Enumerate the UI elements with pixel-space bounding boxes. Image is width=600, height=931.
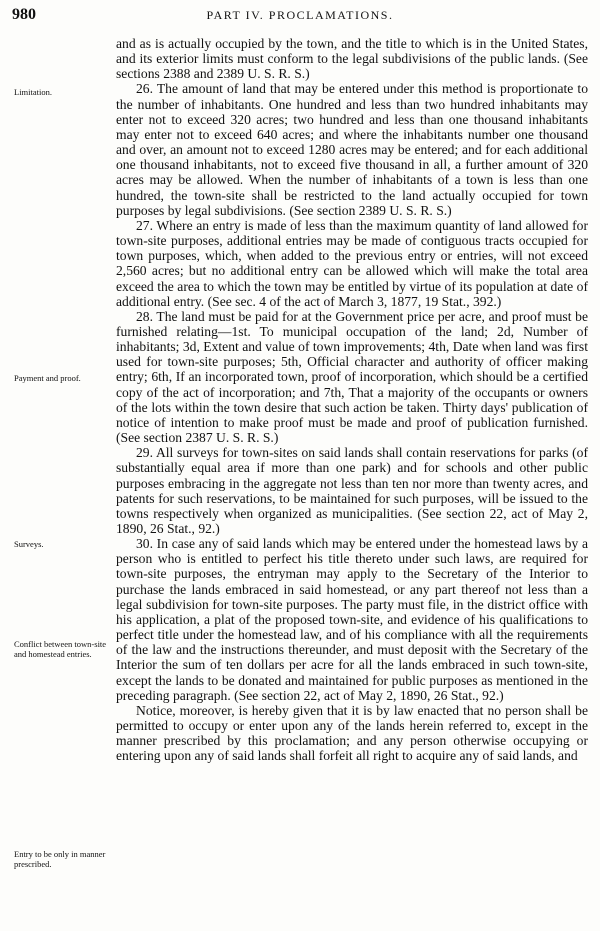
margin-note-payment-and-proof: Payment and proof.	[14, 373, 81, 383]
margin-note-conflict: Conflict between town-site and homestead entries.	[14, 639, 107, 659]
paragraph-29: 29. All surveys for town-sites on said lands shall contain reservations for parks (of substantially equal area if more than one park) and for schools and other public purposes embracing in the aggregate not less than ten nor more than twenty acres, and patents for such reservations, to be maintained for such purposes, will be issued to the towns respectively when organized as municipalities. (See section 22, act of May 2, 1890, 26 Stat., 92.)	[116, 445, 588, 536]
paragraph-27: 27. Where an entry is made of less than the maximum quantity of land allowed for town-site purposes, additional entries may be made of contiguous tracts occupied for town purposes, which, when added to the previous entry or entries, will not exceed 2,560 acres; but no additional entry can be allowed which will make the total area exceed the area to which the town may be entitled by virtue of its population at date of additional entry. (See sec. 4 of the act of March 3, 1877, 19 Stat., 392.)	[116, 217, 588, 309]
paragraph-continued: and as is actually occupied by the town, and the title to which is in the United States, and its exterior limits must conform to the legal subdivisions of the public lands. (See sections 2388 and 2389 U. S. R. S.)	[116, 36, 588, 82]
body-text	[116, 36, 588, 764]
margin-note-limitation: Limitation.	[14, 87, 53, 97]
paragraph-26: 26. The amount of land that may be entered under this method is proportionate to the number of inhabitants. One hundred and less than two hundred inhabitants may enter not to exceed 320 acres; two hundred and less than one thousand inhabitants may enter not to exceed 640 acres; and where the inhabitants number one thousand and over, an amount not to exceed 1280 acres may be entered; and for each additional one thousand inhabitants, not to exceed five thousand in all, a further amount of 320 acres may be allowed. When the number of inhabitants of a town is less than one hundred, the town-site shall be restricted to the land actually occupied for town purposes by legal subdivisions. (See section 2389 U. S. R. S.)	[116, 81, 588, 218]
page-header	[0, 6, 600, 26]
paragraph-30: 30. In case any of said lands which may be entered under the homestead laws by a person who is entitled to perfect his title thereto under such laws, are required for town-site purposes, the entryman may apply to the Secretary of the Interior to purchase the lands embraced in said homestead, or any part thereof not less than a legal subdivision for town-site purposes. The party must file, in the district office with his application, a plat of the proposed town-site, and evidence of his qualifications to perfect title under the homestead law, and of his compliance with all the requirements of the law and the instructions thereunder, and must deposit with the Secretary of the Interior the sum of ten dollars per acre for all the lands embraced in such town-site, except the lands to be donated and maintained for public purposes as mentioned in the preceding paragraph. (See section 22, act of May 2, 1890, 26 Stat., 92.)	[116, 536, 588, 703]
margin-note-surveys: Surveys.	[14, 539, 44, 549]
running-head: PART IV. PROCLAMATIONS.	[206, 8, 394, 22]
margin-note-entry: Entry to be only in manner prescribed.	[14, 849, 106, 869]
paragraph-notice: Notice, moreover, is hereby given that it is by law enacted that no person shall be permitted to occupy or enter upon any of the lands herein referred to, except in the manner prescribed by this proclamation; and any person otherwise occupying or entering upon any of said lands shall forfeit all right to acquire any of said lands, and	[116, 702, 588, 764]
paragraph-28: 28. The land must be paid for at the Government price per acre, and proof must be furnished relating—1st. To municipal occupation of the land; 2d, Number of inhabitants; 3d, Extent and value of town improvements; 4th, Date when land was first used for town-site purposes; 5th, Official character and authority of officer making entry; 6th, If an incorporated town, proof of incorporation, which should be a certified copy of the act of incorporation; and 7th, That a majority of the occupants or owners of the lots within the town desire that such action be taken. Thirty days' publication of notice of intention to make proof must be made and proof of publication furnished. (See section 2387 U. S. R. S.)	[116, 308, 588, 446]
page-number: 980	[12, 6, 36, 23]
